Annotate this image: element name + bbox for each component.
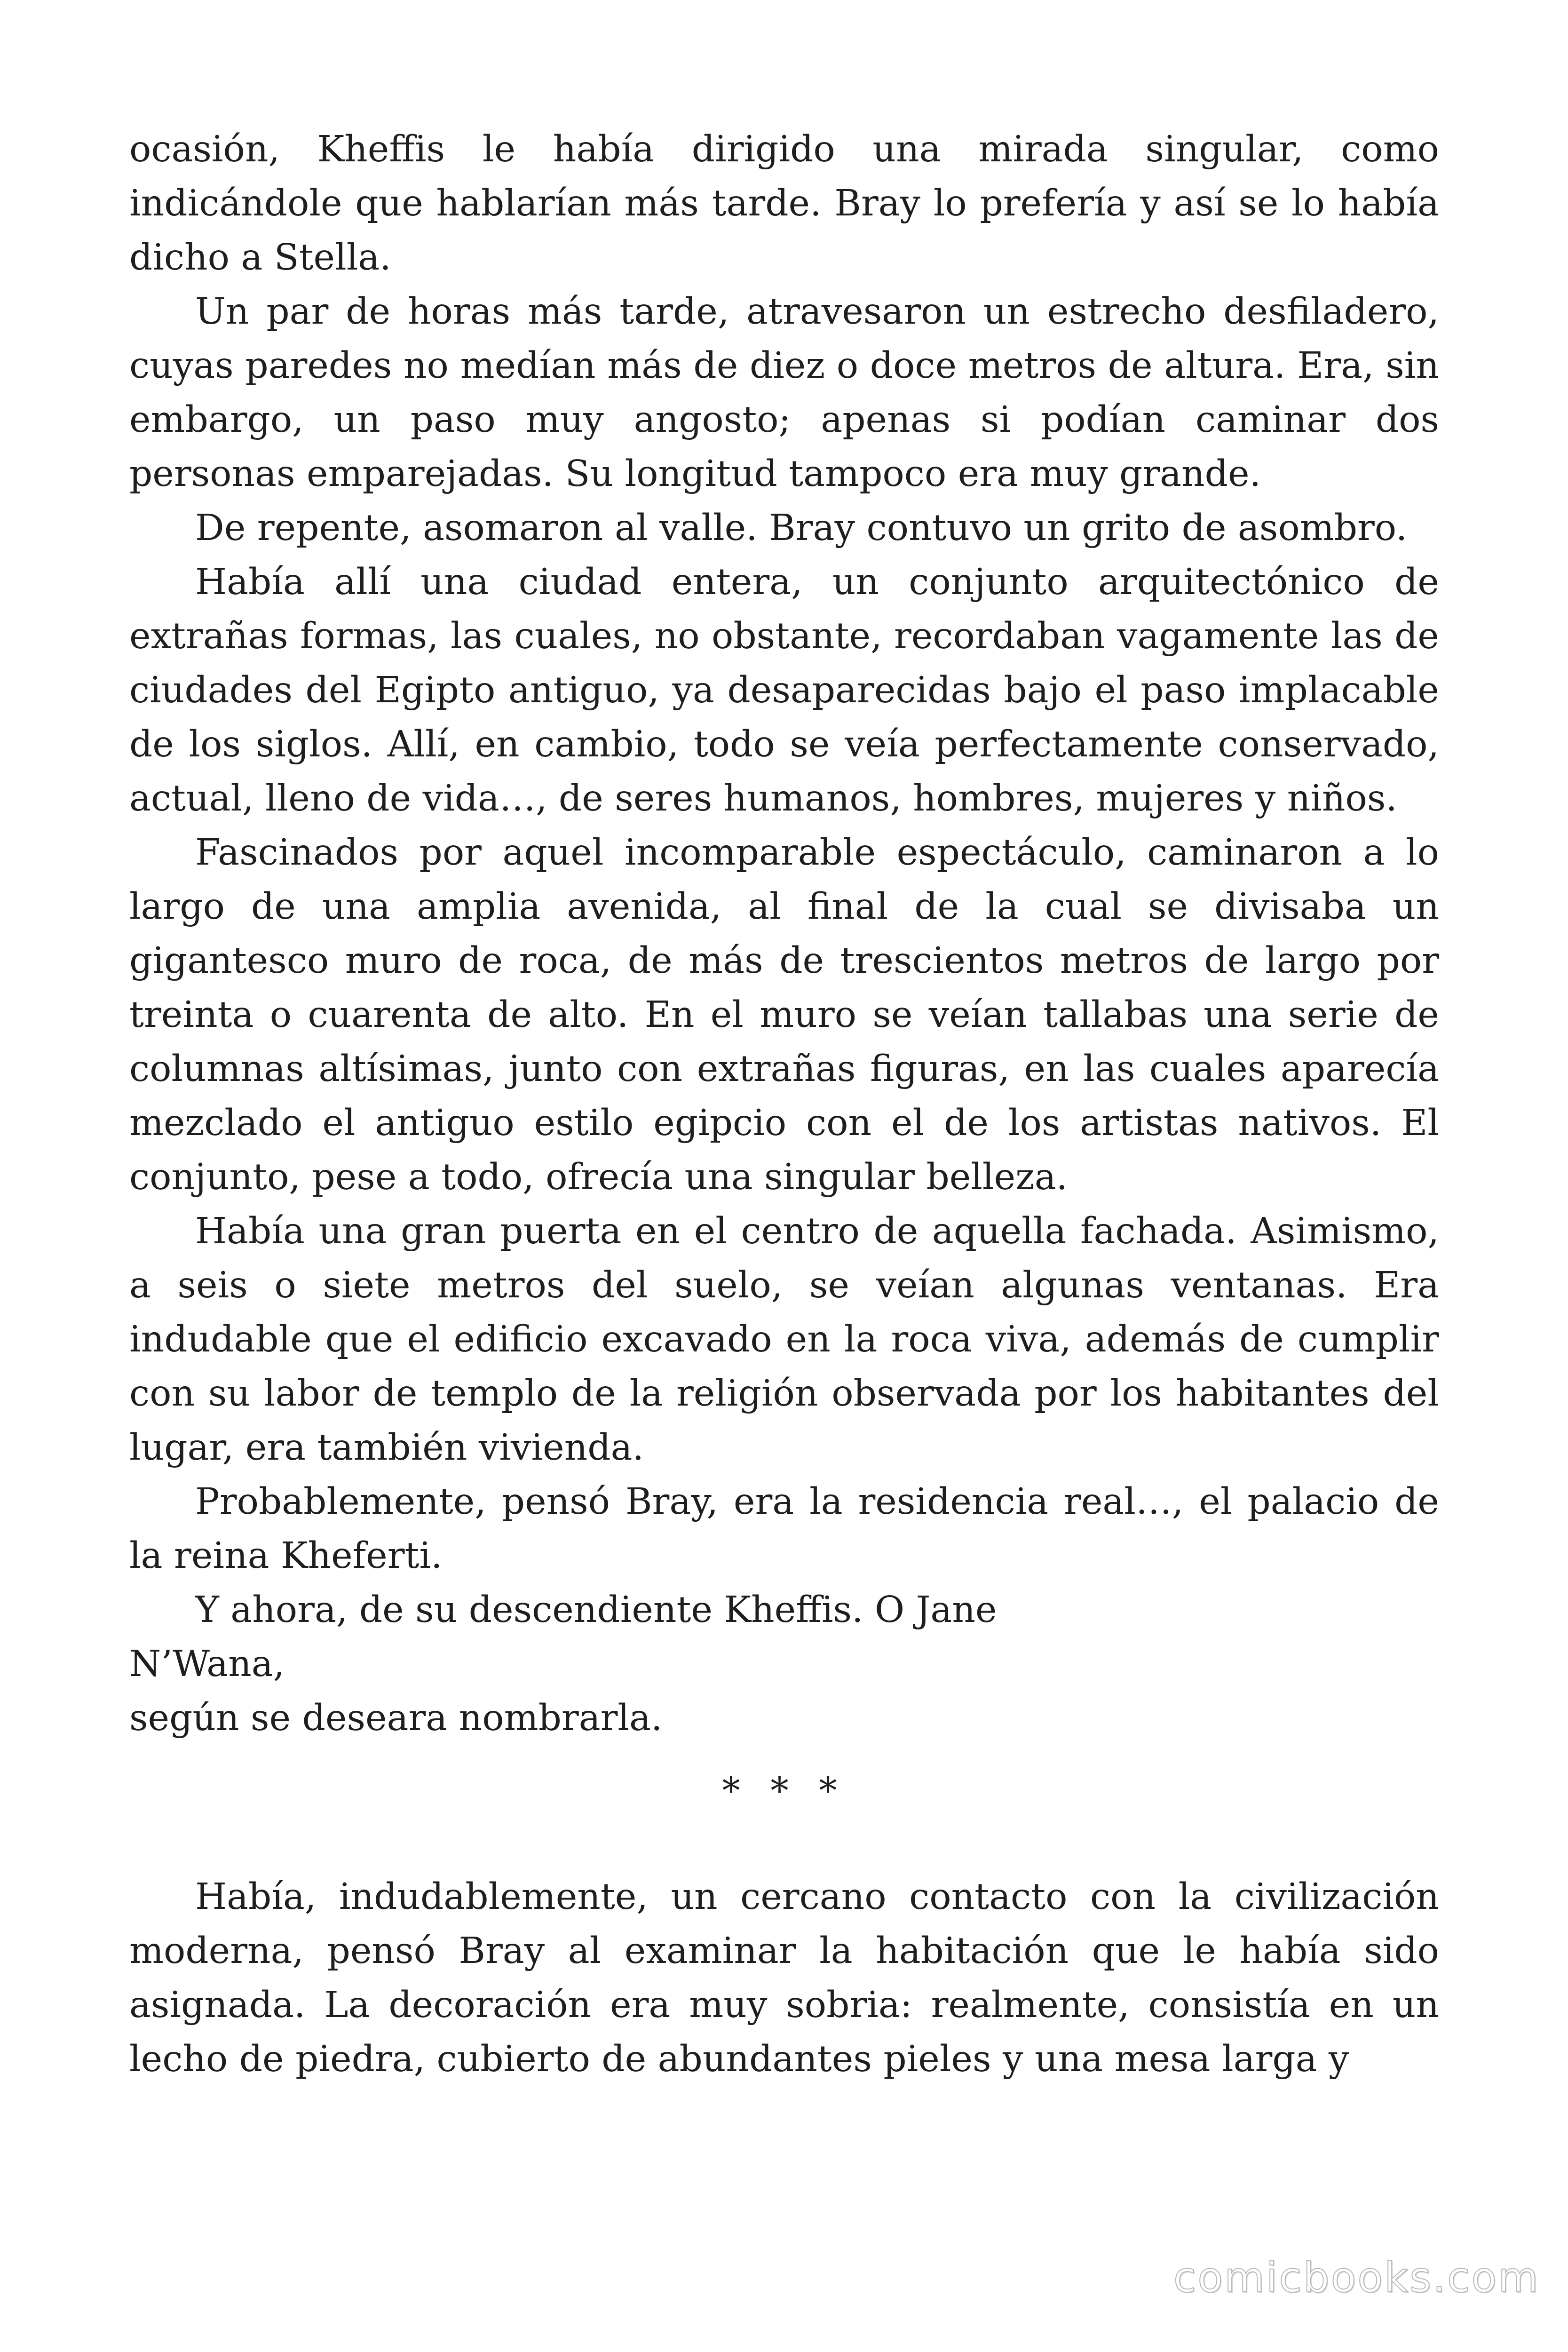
paragraph-2: Un par de horas más tarde, atravesaron un estrecho desfiladero, cuyas paredes no medían más de diez o doce metros de altura. Era, sin embargo, un paso muy angosto; apenas si podían caminar dos personas emparejadas. Su longitud tampoco era muy grande. [129,291,1439,495]
paragraph-4: Había allí una ciudad entera, un conjunto arquitectónico de extrañas formas, las cuales, no obstante, recordaban vagamente las de ciudades del Egipto antiguo, ya desaparecidas bajo el paso implacable de los siglos. Allí, en cambio, todo se veía perfectamente conservado, actual, lleno de vida…, de seres humanos, hombres, mujeres y niños. [129,561,1439,819]
section-separator: * * * [722,1770,847,1812]
paragraph-8: Había, indudablemente, un cercano contacto con la civilización moderna, pensó Bray al examinar la habitación que le había sido asignada. La decoración era muy sobria: realmente, consistía en un lecho de piedra, cubierto de abundantes pieles y una mesa larga y [129,1876,1439,2080]
paragraph-6: Había una gran puerta en el centro de aquella fachada. Asimismo, a seis o siete metros del suelo, se veían algunas ventanas. Era indudable que el edificio excavado en la roca viva, además de cumplir con su labor de templo de la religión observada por los habitantes del lugar, era también vivienda. [129,1210,1439,1469]
closing-line-3: según se deseara nombrarla. [129,1697,663,1739]
watermark-logo: comicbooks.com [1173,2253,1540,2302]
paragraph-3: De repente, asomaron al valle. Bray contuvo un grito de asombro. [195,507,1408,549]
closing-line-1: Y ahora, de su descendiente Kheffis. O Jane [195,1589,997,1631]
paragraph-5: Fascinados por aquel incomparable espectáculo, caminaron a lo largo de una amplia avenida, al final de la cual se divisaba un gigantesco muro de roca, de más de trescientos metros de largo por treinta o cuarenta de alto. En el muro se veían tallabas una serie de columnas altísimas, junto con extrañas figuras, en las cuales aparecía mezclado el antiguo estilo egipcio con el de los artistas nativos. El conjunto, pese a todo, ofrecía una singular belleza. [129,832,1439,1198]
paragraph-1: ocasión, Kheffis le había dirigido una mirada singular, como indicándole que hablarían más tarde. Bray lo prefería y así se lo había dicho a Stella. [129,128,1439,278]
paragraph-7: Probablemente, pensó Bray, era la residencia real…, el palacio de la reina Kheferti. [129,1481,1439,1577]
closing-paragraph [129,1583,1439,1745]
page-body [129,122,1439,2086]
closing-line-2: N’Wana, [129,1643,285,1685]
